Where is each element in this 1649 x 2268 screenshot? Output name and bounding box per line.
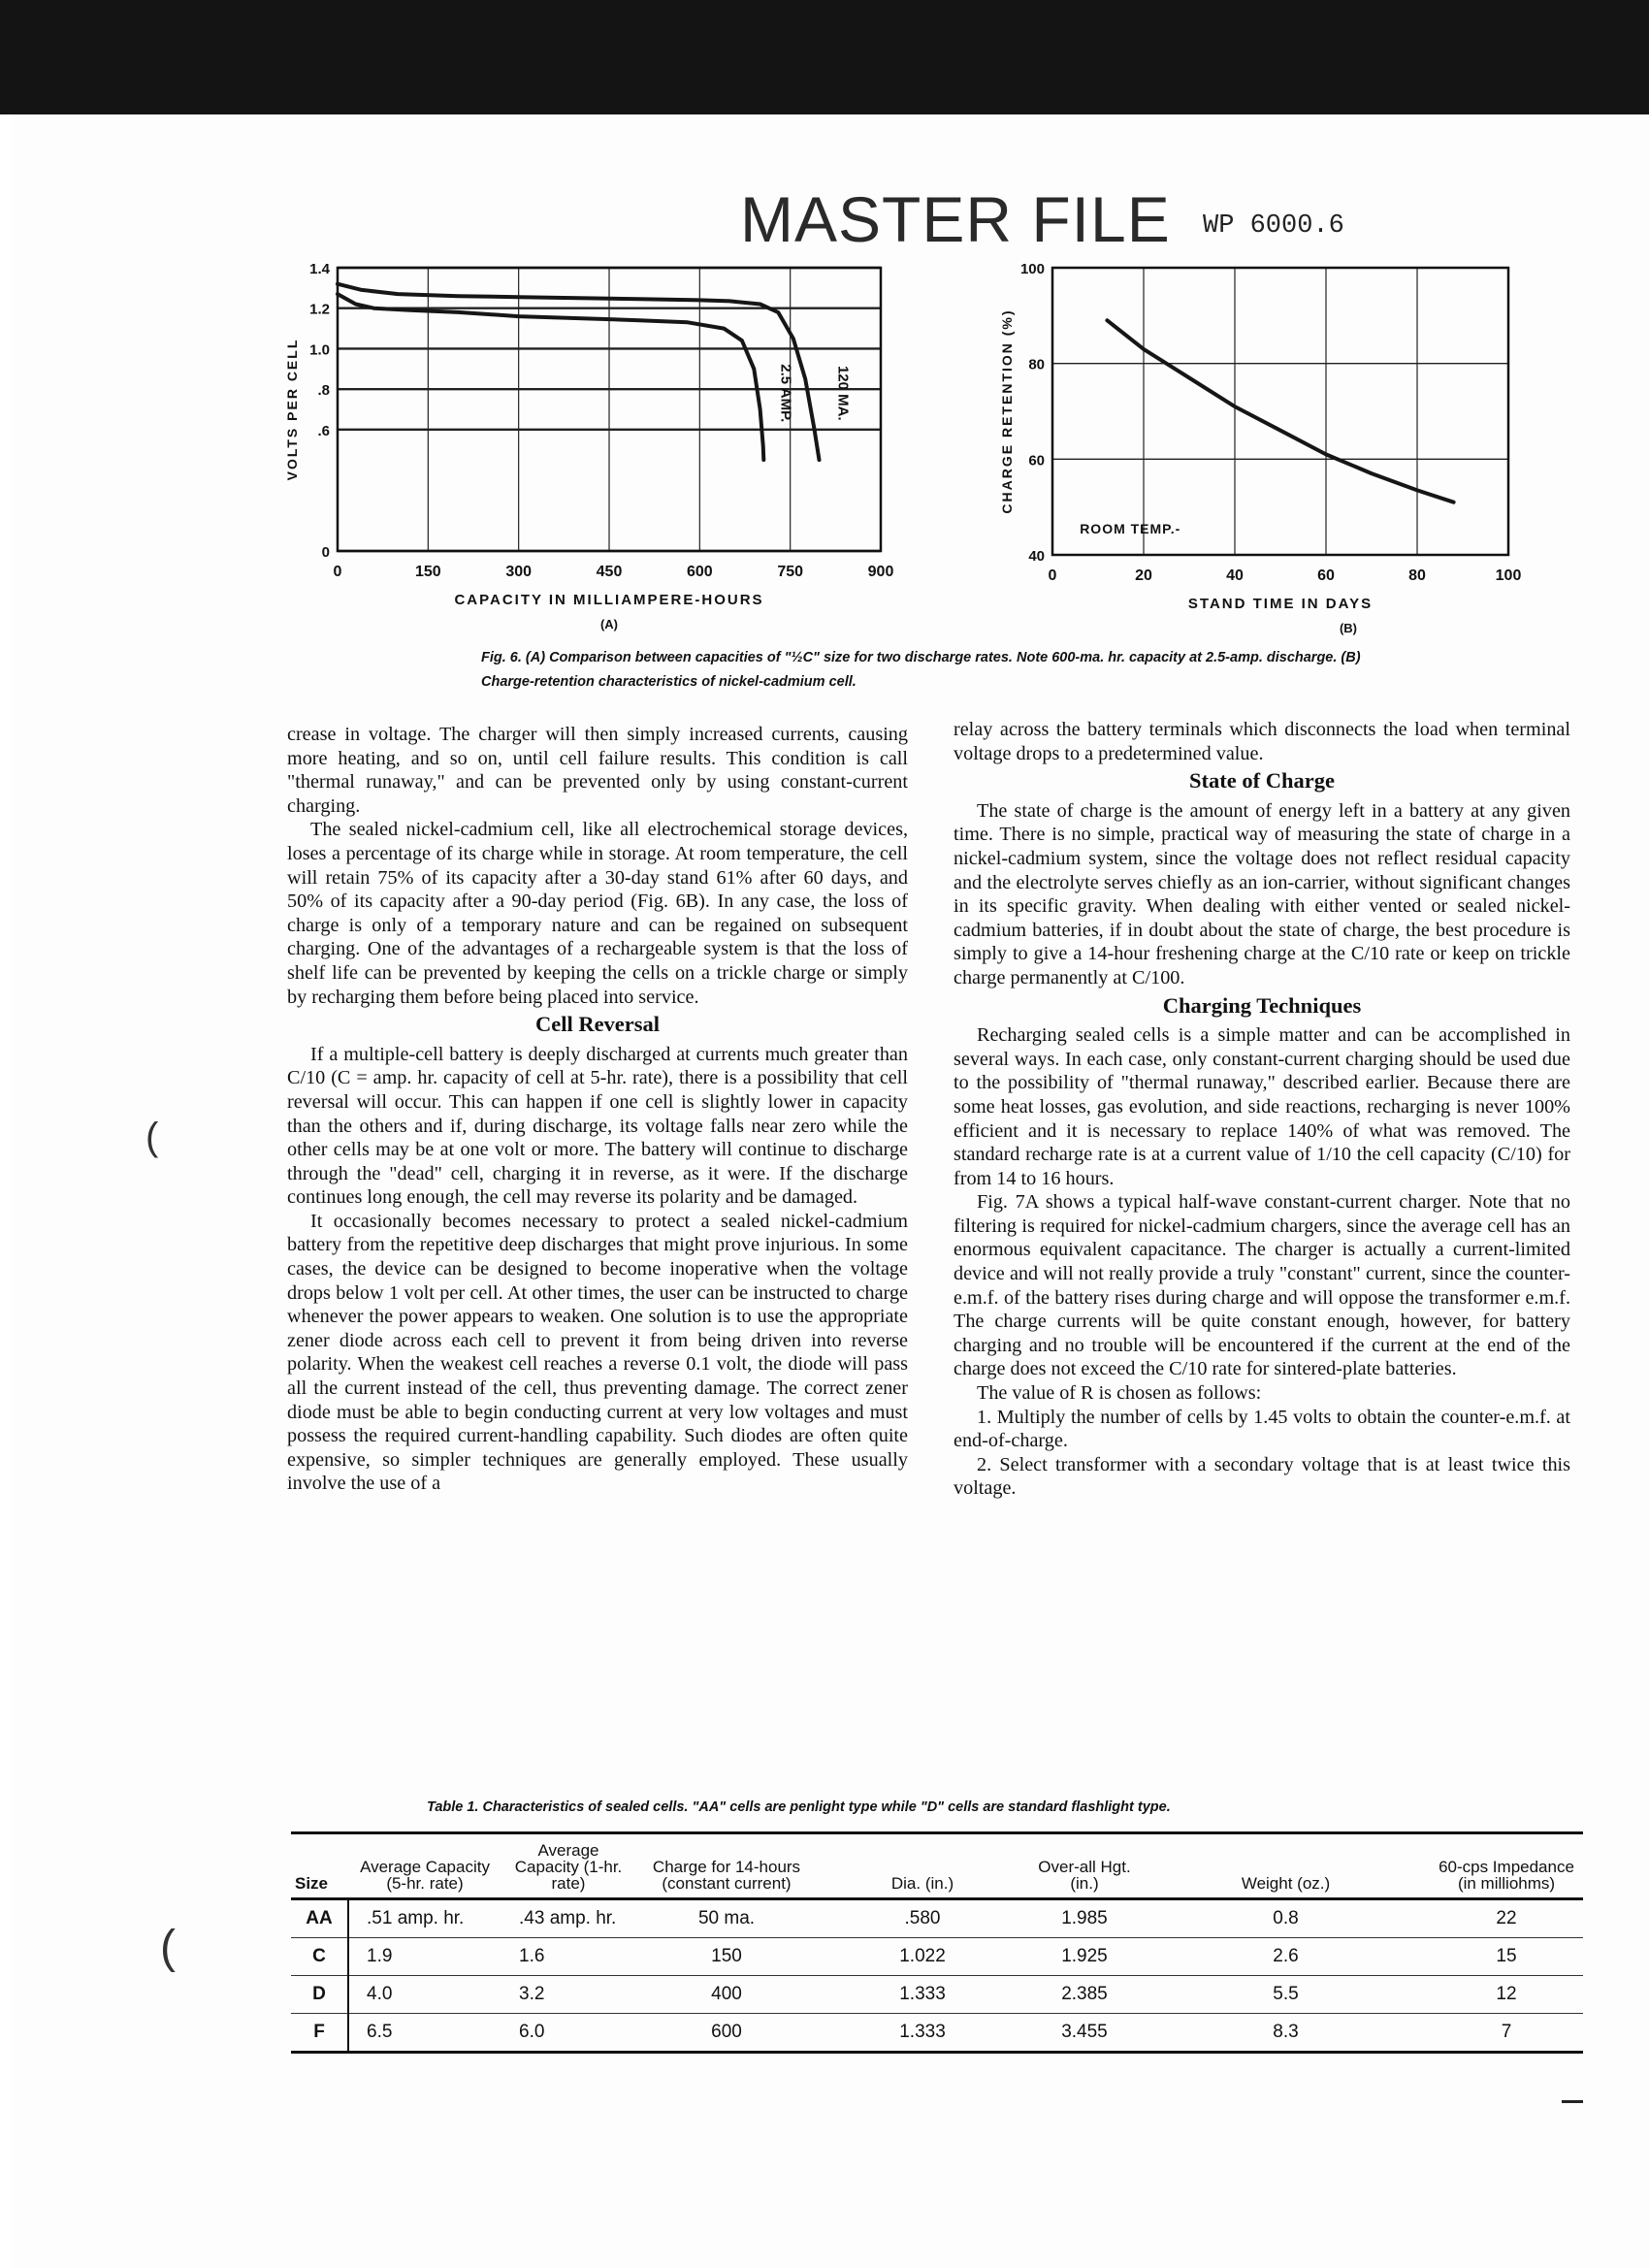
cell-size: F bbox=[291, 2014, 348, 2053]
scan-top-border bbox=[0, 0, 1649, 114]
table-caption: Table 1. Characteristics of sealed cells. "AA" cells are penlight type while "D" cells are standard flashlight type. bbox=[427, 1799, 1171, 1815]
section-heading-state-of-charge: State of Charge bbox=[1189, 768, 1335, 794]
col-header-impedance: 60-cps Impedance (in milliohms) bbox=[1439, 1858, 1574, 1893]
scan-mark: ( bbox=[160, 1922, 176, 1973]
table-row bbox=[291, 1938, 1583, 1976]
cell-impedance: 7 bbox=[1430, 2014, 1583, 2053]
right-column bbox=[954, 718, 1570, 1501]
document-number: WP 6000.6 bbox=[1203, 211, 1344, 241]
cell-height: 1.985 bbox=[1027, 1899, 1142, 1938]
cell-capacity-5hr: 1.9 bbox=[348, 1938, 501, 1976]
left-column bbox=[287, 723, 908, 1496]
paragraph: If a multiple-cell battery is deeply discharged at currents much greater than C/10 (C = amp. hr. capacity of cell at 5-hr. rate), there is a possibility that cell reversal will occur. This can happen if one cell is slightly lower in capacity than the others and if, during discharge, its voltage falls near zero while the other cells may be at one volt or more. The battery will continue to discharge through the "dead" cell, charging it in reverse, as it were. If the discharge continues long enough, the cell may reverse its polarity and be damaged. bbox=[287, 1043, 908, 1209]
cell-impedance: 15 bbox=[1430, 1938, 1583, 1976]
cell-capacity-5hr: 6.5 bbox=[348, 2014, 501, 2053]
table-header-row bbox=[291, 1833, 1583, 1899]
col-header-weight: Weight (oz.) bbox=[1241, 1874, 1331, 1893]
col-header-charge: Charge for 14-hours (constant current) bbox=[652, 1858, 801, 1893]
cell-capacity-1hr: .43 amp. hr. bbox=[501, 1899, 635, 1938]
col-header-height: Over-all Hgt. (in.) bbox=[1038, 1858, 1131, 1893]
table-row bbox=[291, 1976, 1583, 2014]
cell-characteristics-table bbox=[291, 1831, 1583, 2054]
cell-height: 1.925 bbox=[1027, 1938, 1142, 1976]
y-axis-label: VOLTS PER CELL bbox=[284, 338, 300, 481]
panel-label: (B) bbox=[1339, 621, 1358, 635]
cell-capacity-1hr: 6.0 bbox=[501, 2014, 635, 2053]
paragraph: relay across the battery terminals which disconnects the load when terminal voltage drops to a predetermined value. bbox=[954, 719, 1570, 764]
paragraph: The value of R is chosen as follows: bbox=[977, 1382, 1262, 1405]
series-line bbox=[1107, 320, 1453, 502]
section-heading-cell-reversal: Cell Reversal bbox=[534, 1012, 661, 1037]
cell-charge: 50 ma. bbox=[635, 1899, 818, 1938]
cell-size: D bbox=[291, 1976, 348, 2014]
cell-capacity-5hr: .51 amp. hr. bbox=[348, 1899, 501, 1938]
plot-frame bbox=[1052, 268, 1508, 555]
x-tick-label: 300 bbox=[505, 564, 533, 580]
x-tick-label: 80 bbox=[1408, 567, 1426, 584]
cell-height: 3.455 bbox=[1027, 2014, 1142, 2053]
col-header-avg-capacity-5hr: Average Capacity (5-hr. rate) bbox=[360, 1858, 490, 1893]
x-tick-label: 150 bbox=[414, 564, 441, 580]
table-row bbox=[291, 1899, 1583, 1938]
x-tick-label: 20 bbox=[1135, 567, 1152, 584]
cell-impedance: 12 bbox=[1430, 1976, 1583, 2014]
col-header-avg-capacity-1hr: Average Capacity (1-hr. rate) bbox=[514, 1841, 623, 1893]
paragraph: The state of charge is the amount of energy left in a battery at any given time. There is no simple, practical way of measuring the state of charge in a nickel-cadmium system, since the voltage does not reflect residual capacity and the electrolyte serves chiefly as an ion-carrier, without significant changes in its specific gravity. When dealing with either vented or sealed nickel-cadmium batteries, if in doubt about the state of charge, the best procedure is simply to give a 14-hour freshening charge at the C/10 rate or keep on trickle charge permanently at C/100. bbox=[954, 799, 1570, 988]
y-tick-label: 100 bbox=[1019, 261, 1045, 277]
cell-charge: 400 bbox=[635, 1976, 818, 2014]
cell-charge: 600 bbox=[635, 2014, 818, 2053]
paragraph: Recharging sealed cells is a simple matter and can be accomplished in several ways. In each case, only constant-current charging should be used due to the possibility of "thermal runaway," described earlier. Because there are some heat losses, gas evolution, and side reactions, recharging is never 100% efficient and it is necessary to replace 140% of what was removed. The standard recharge rate is at a current value of 1/10 the cell capacity (C/10) for from 14 to 16 hours. bbox=[954, 1024, 1570, 1189]
y-tick-label: 1.4 bbox=[309, 261, 330, 277]
x-tick-label: 100 bbox=[1495, 567, 1522, 584]
table-row bbox=[291, 2014, 1583, 2053]
y-tick-label: .6 bbox=[317, 422, 330, 439]
paragraph: It occasionally becomes necessary to protect a sealed nickel-cadmium battery from the repetitive deep discharges that might prove injurious. In some cases, the device can be designed to become inoperative when the voltage drops below 1 volt per cell. At other times, the user can be instructed to charge whenever the power appears to weaken. One solution is to use the appropriate zener diode across each cell to prevent it from being driven into reverse polarity. When the weakest cell reaches a reverse 0.1 volt, the diode will pass all the current instead of the cell, thus preventing damage. The correct zener diode must be able to begin conducting current at very low voltages and must possess the required current-handling capability. Such diodes are often quite expensive, so simpler techniques are generally employed. These usually involve the use of a bbox=[287, 1210, 908, 1495]
cell-weight: 2.6 bbox=[1142, 1938, 1430, 1976]
y-tick-label: .8 bbox=[317, 382, 330, 400]
cell-size: AA bbox=[291, 1899, 348, 1938]
x-tick-label: 0 bbox=[333, 564, 342, 580]
figure-caption: Fig. 6. (A) Comparison between capacities of "½C" size for two discharge rates. Note 600-ma. hr. capacity at 2.5-amp. discharge. (B) Charge-retention characteristics of nickel-cadmium cell. bbox=[481, 650, 1361, 690]
page-rule-mark bbox=[1562, 2100, 1583, 2103]
paragraph: Fig. 7A shows a typical half-wave constant-current charger. Note that no filtering is required for nickel-cadmium chargers, since the average cell has an enormous equivalent capacitance. The charger is actually a current-limited device and will not really provide a truly "constant" current, since the counter-e.m.f. of the battery rises during charge and will oppose the transformer e.m.f. The charge currents will be quite constant enough, however, for battery charging and no trouble will be encountered if the current at the end of the charge does not exceed the C/10 rate for sintered-plate batteries. bbox=[954, 1191, 1570, 1380]
cell-diameter: 1.022 bbox=[818, 1938, 1027, 1976]
paragraph: 1. Multiply the number of cells by 1.45 volts to obtain the counter-e.m.f. at end-of-charge. bbox=[954, 1406, 1570, 1452]
x-tick-label: 450 bbox=[596, 564, 623, 580]
panel-label: (A) bbox=[599, 617, 619, 632]
chart-capacity-discharge bbox=[272, 254, 951, 642]
paragraph: 2. Select transformer with a secondary voltage that is at least twice this voltage. bbox=[954, 1453, 1570, 1500]
cell-diameter: 1.333 bbox=[818, 1976, 1027, 2014]
y-tick-label: 1.2 bbox=[309, 301, 330, 318]
x-tick-label: 40 bbox=[1226, 567, 1244, 584]
chart-annotation: ROOM TEMP.- bbox=[1080, 520, 1181, 536]
cell-capacity-1hr: 1.6 bbox=[501, 1938, 635, 1976]
y-tick-label: 0 bbox=[321, 544, 330, 561]
series-label: 2.5 AMP. bbox=[777, 364, 794, 423]
y-tick-label: 60 bbox=[1028, 452, 1045, 470]
col-header-size: Size bbox=[295, 1874, 329, 1893]
cell-height: 2.385 bbox=[1027, 1976, 1142, 2014]
cell-weight: 0.8 bbox=[1142, 1899, 1430, 1938]
y-axis-label: CHARGE RETENTION (%) bbox=[999, 308, 1015, 514]
x-axis-label: STAND TIME IN DAYS bbox=[1187, 596, 1374, 612]
x-axis-label: CAPACITY IN MILLIAMPERE-HOURS bbox=[454, 592, 764, 608]
cell-weight: 8.3 bbox=[1142, 2014, 1430, 2053]
y-tick-label: 40 bbox=[1028, 548, 1045, 565]
x-tick-label: 750 bbox=[777, 564, 804, 580]
section-heading-charging-techniques: Charging Techniques bbox=[1162, 992, 1362, 1018]
chart-a-svg bbox=[272, 254, 951, 642]
series-label: 120 MA. bbox=[834, 365, 852, 421]
paragraph: crease in voltage. The charger will then simply increased currents, causing more heating, and so on, until cell failure results. This condition is call "thermal runaway," and can be prevented only by using constant-current charging. bbox=[287, 724, 908, 817]
master-file-stamp: MASTER FILE bbox=[740, 183, 1171, 255]
cell-capacity-5hr: 4.0 bbox=[348, 1976, 501, 2014]
x-tick-label: 60 bbox=[1317, 567, 1335, 584]
cell-diameter: 1.333 bbox=[818, 2014, 1027, 2053]
cell-impedance: 22 bbox=[1430, 1899, 1583, 1938]
x-tick-label: 0 bbox=[1048, 567, 1057, 584]
y-tick-label: 1.0 bbox=[309, 341, 330, 359]
y-tick-label: 80 bbox=[1028, 356, 1045, 373]
x-tick-label: 600 bbox=[686, 564, 713, 580]
cell-charge: 150 bbox=[635, 1938, 818, 1976]
x-tick-label: 900 bbox=[867, 564, 894, 580]
cell-diameter: .580 bbox=[818, 1899, 1027, 1938]
scan-mark: ( bbox=[146, 1116, 159, 1158]
chart-b-svg bbox=[960, 254, 1581, 642]
col-header-diameter: Dia. (in.) bbox=[890, 1874, 954, 1893]
cell-size: C bbox=[291, 1938, 348, 1976]
cell-capacity-1hr: 3.2 bbox=[501, 1976, 635, 2014]
cell-weight: 5.5 bbox=[1142, 1976, 1430, 2014]
paragraph: The sealed nickel-cadmium cell, like all electrochemical storage devices, loses a percentage of its charge while in storage. At room temperature, the cell will retain 75% of its capacity after a 30-day stand 61% after 60 days, and 50% of its capacity after a 90-day period (Fig. 6B). In any case, the loss of charge is only of a temporary nature and can be regained on subsequent charging. One of the advantages of a rechargeable system is that the loss of shelf life can be prevented by keeping the cells on a trickle charge or simply by recharging them before being placed into service. bbox=[287, 819, 908, 1008]
chart-charge-retention bbox=[960, 254, 1581, 642]
